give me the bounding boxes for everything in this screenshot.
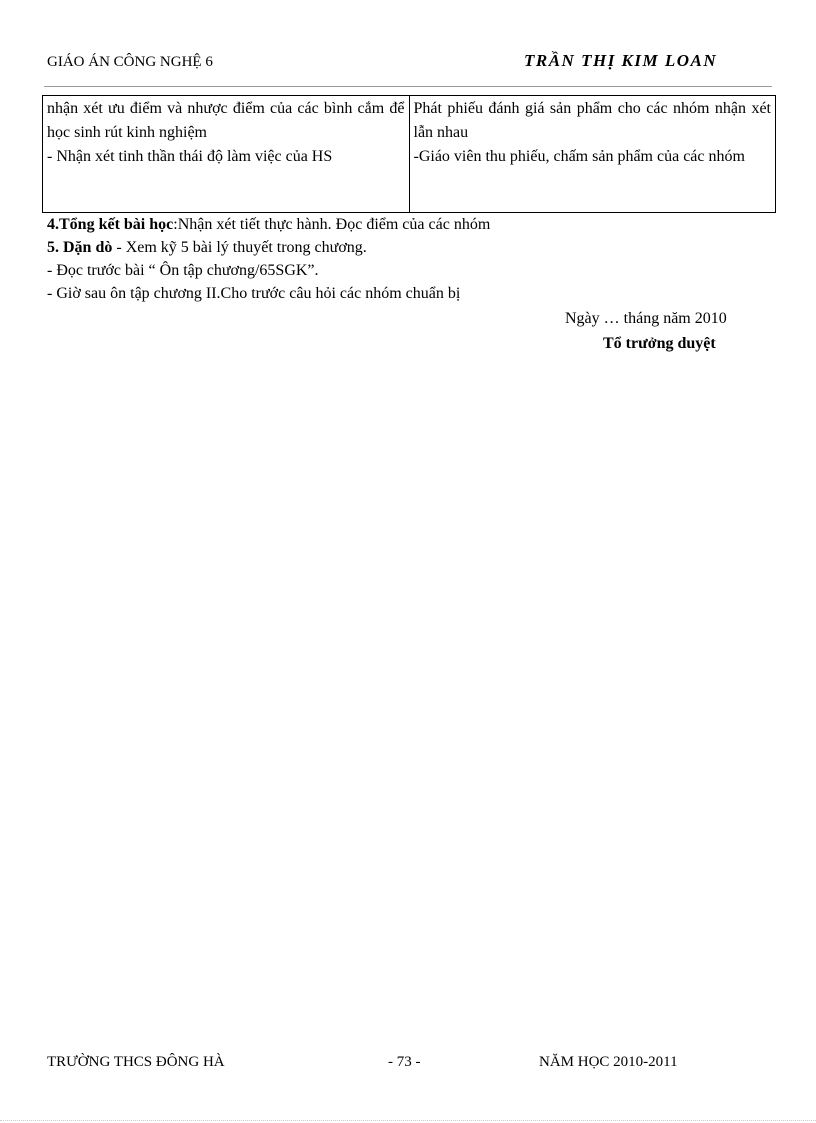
table-row	[43, 96, 776, 213]
homework-paragraph	[47, 236, 777, 259]
header-author: TRẦN THỊ KIM LOAN	[524, 51, 718, 70]
homework-item: - Đọc trước bài “ Ôn tập chương/65SGK”.	[47, 262, 319, 279]
lesson-body	[47, 213, 777, 305]
header-subject: GIÁO ÁN CÔNG NGHỆ 6	[47, 54, 213, 70]
student-activity-line: Phát phiếu đánh giá sản phẩm cho các nhóm nhận xét lẫn nhau	[413, 100, 771, 141]
page-number: - 73 -	[388, 1054, 421, 1070]
student-activity-cell	[409, 96, 776, 213]
signature-date: Ngày … tháng năm 2010	[565, 310, 727, 327]
teacher-activity-line: nhận xét ưu điểm và nhược điểm của các bình cắm để học sinh rút kinh nghiệm	[47, 100, 405, 141]
student-activity-line: -Giáo viên thu phiếu, chấm sản phẩm của các nhóm	[413, 148, 745, 165]
homework-label: 5. Dặn dò	[47, 239, 113, 256]
signature-block	[565, 306, 727, 356]
summary-label: 4.Tổng kết bài học	[47, 216, 174, 233]
teacher-activity-line: - Nhận xét tinh thần thái độ làm việc của HS	[47, 148, 333, 165]
signature-approval: Tổ trưởng duyệt	[603, 335, 716, 352]
activity-table	[42, 95, 776, 213]
homework-text: - Xem kỹ 5 bài lý thuyết trong chương.	[112, 239, 367, 256]
summary-paragraph	[47, 213, 777, 236]
page-edge-divider	[0, 1120, 816, 1121]
homework-item: - Giờ sau ôn tập chương II.Cho trước câu hỏi các nhóm chuẩn bị	[47, 285, 461, 302]
footer-school: TRƯỜNG THCS ĐÔNG HÀ	[47, 1054, 225, 1070]
teacher-activity-cell	[43, 96, 410, 213]
header-divider	[44, 86, 772, 87]
footer-school-year: NĂM HỌC 2010-2011	[539, 1054, 678, 1070]
summary-text: :Nhận xét tiết thực hành. Đọc điểm của các nhóm	[173, 216, 491, 233]
